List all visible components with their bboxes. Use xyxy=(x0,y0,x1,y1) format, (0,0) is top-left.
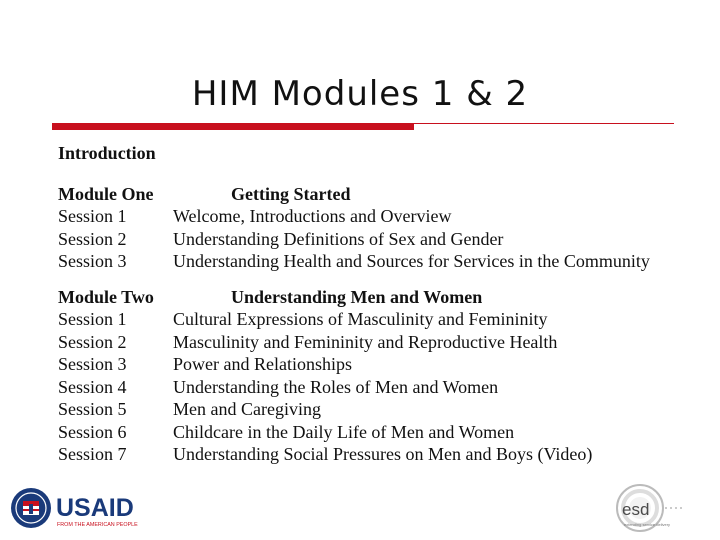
module-label: Module Two xyxy=(58,287,154,307)
session-row xyxy=(58,377,698,400)
session-title: Understanding Social Pressures on Men and Boys (Video) xyxy=(173,444,593,464)
session-title: Childcare in the Daily Life of Men and Women xyxy=(173,421,515,442)
session-title: Men and Caregiving xyxy=(173,399,321,419)
session-label: Session 2 xyxy=(58,331,127,352)
usaid-wordmark: USAID xyxy=(56,494,134,522)
module-title: Getting Started xyxy=(231,184,351,204)
session-title: Understanding Definitions of Sex and Gender xyxy=(173,228,504,249)
session-row xyxy=(58,206,698,229)
session-title: Welcome, Introductions and Overview xyxy=(173,206,452,226)
session-label: Session 3 xyxy=(58,251,127,271)
session-row xyxy=(58,399,698,422)
session-title: Understanding the Roles of Men and Women xyxy=(173,376,499,397)
module-header xyxy=(58,287,698,309)
session-title: Cultural Expressions of Masculinity and Femininity xyxy=(173,309,548,329)
session-row xyxy=(58,422,698,445)
session-title: Understanding Health and Sources for Services in the Community xyxy=(173,251,650,271)
session-row xyxy=(58,332,698,355)
session-row xyxy=(58,229,698,252)
session-label: Session 7 xyxy=(58,444,127,464)
esd-tagline: extending service delivery xyxy=(624,522,671,527)
session-label: Session 4 xyxy=(58,376,127,397)
module-header xyxy=(58,184,698,206)
session-label: Session 5 xyxy=(58,399,127,419)
session-row xyxy=(58,309,698,332)
module-label: Module One xyxy=(58,184,154,204)
session-label: Session 3 xyxy=(58,354,127,374)
title-rule-thick xyxy=(52,123,414,130)
usaid-tagline: FROM THE AMERICAN PEOPLE xyxy=(57,522,138,528)
usaid-seal-icon xyxy=(11,488,51,528)
session-title: Power and Relationships xyxy=(173,354,352,374)
session-label: Session 1 xyxy=(58,309,127,329)
introduction-heading: Introduction xyxy=(58,143,156,163)
module-title: Understanding Men and Women xyxy=(231,287,483,307)
module-two-block xyxy=(58,287,698,467)
module-one-block xyxy=(58,184,698,274)
session-title: Masculinity and Femininity and Reproductive Health xyxy=(173,331,558,352)
slide-title: HIM Modules 1 & 2 xyxy=(191,74,529,114)
session-label: Session 6 xyxy=(58,421,127,442)
session-row xyxy=(58,444,698,467)
session-label: Session 2 xyxy=(58,228,127,249)
session-row xyxy=(58,251,698,274)
usaid-logo xyxy=(10,486,140,530)
session-label: Session 1 xyxy=(58,206,127,226)
esd-logo xyxy=(614,482,712,534)
session-row xyxy=(58,354,698,377)
esd-wordmark: esd xyxy=(622,500,650,519)
